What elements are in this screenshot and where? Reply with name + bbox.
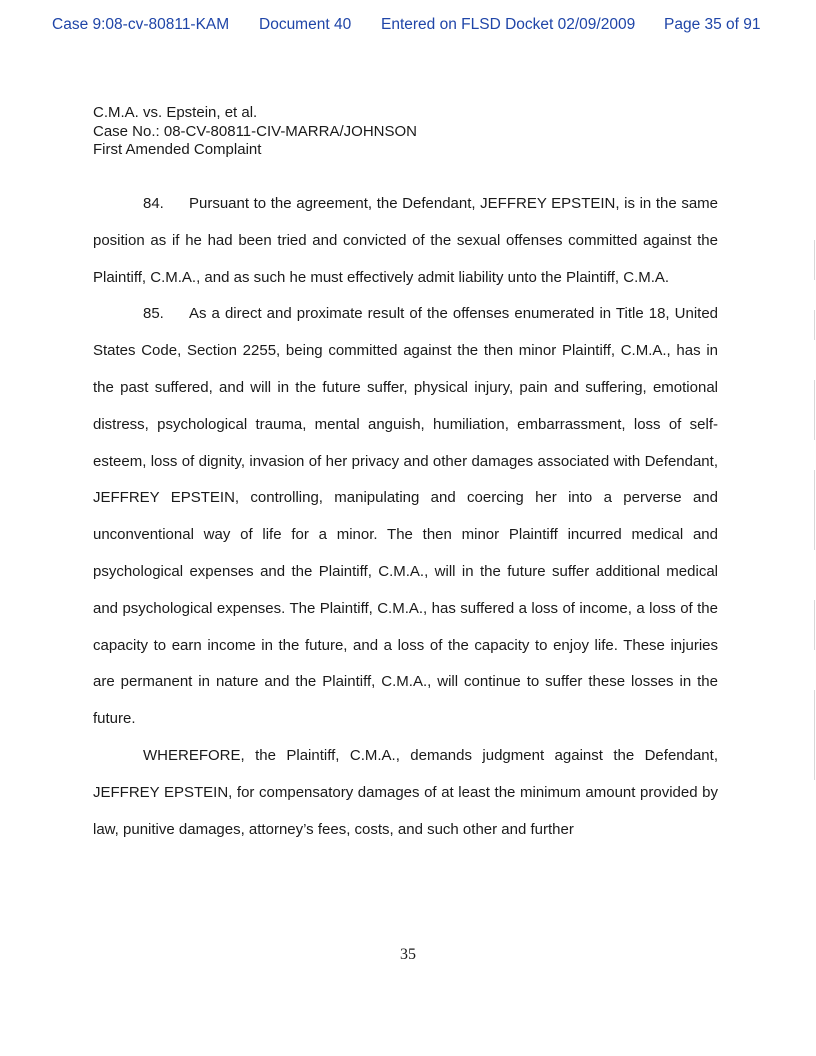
page-number: 35 xyxy=(400,946,416,963)
wherefore-clause xyxy=(93,738,718,848)
caption-case-number: Case No.: 08-CV-80811-CIV-MARRA/JOHNSON xyxy=(93,122,417,140)
docket-document-number: Document 40 xyxy=(259,16,352,33)
docket-entered-date: Entered on FLSD Docket 02/09/2009 xyxy=(381,16,636,33)
caption-parties: C.M.A. vs. Epstein, et al. xyxy=(93,104,258,121)
paragraph-84 xyxy=(93,186,718,296)
caption-document-title: First Amended Complaint xyxy=(93,141,262,158)
paragraph-text: WHEREFORE, the Plaintiff, C.M.A., demands judgment against the Defendant, JEFFREY EPSTEIN, for compensatory damages of at least the minimum amount provided by law, punitive damages, attorney’s fees, costs, and such other and further xyxy=(93,746,718,838)
paragraph-number: 85. xyxy=(143,305,164,323)
paragraph-number: 84. xyxy=(143,195,164,212)
paragraph-text: As a direct and proximate result of the offenses enumerated in Title 18, United States Code, Section 2255, being committed against the then minor Plaintiff, C.M.A., has in the past suffered, and will in the future suffer, physical injury, pain and suffering, emotional distress, psychological trauma, mental anguish, humiliation, embarrassment, loss of self-esteem, loss of dignity, invasion of her privacy and other damages associated with Defendant, JEFFREY EPSTEIN, controlling, manipulating and coercing her into a perverse and unconventional way of life for a minor. The then minor Plaintiff incurred medical and psychological expenses and the Plaintiff, C.M.A., will in the future suffer additional medical and psychological expenses. The Plaintiff, C.M.A., has suffered a loss of income, a loss of the capacity to earn income in the future, and a loss of the capacity to enjoy life. These injuries are permanent in nature and the Plaintiff, C.M.A., will continue to suffer these losses in the future. xyxy=(93,305,718,728)
paragraph-text: Pursuant to the agreement, the Defendant, JEFFREY EPSTEIN, is in the same position as if he had been tried and convicted of the sexual offenses committed against the Plaintiff, C.M.A., and as such he must effectively admit liability unto the Plaintiff, C.M.A. xyxy=(93,195,718,286)
case-caption xyxy=(93,104,417,160)
paragraph-85 xyxy=(93,296,718,738)
docket-case-number: Case 9:08-cv-80811-KAM xyxy=(52,16,230,33)
complaint-body xyxy=(93,186,718,848)
scan-edge-artifact xyxy=(810,0,816,1056)
docket-page-count: Page 35 of 91 xyxy=(664,16,761,33)
